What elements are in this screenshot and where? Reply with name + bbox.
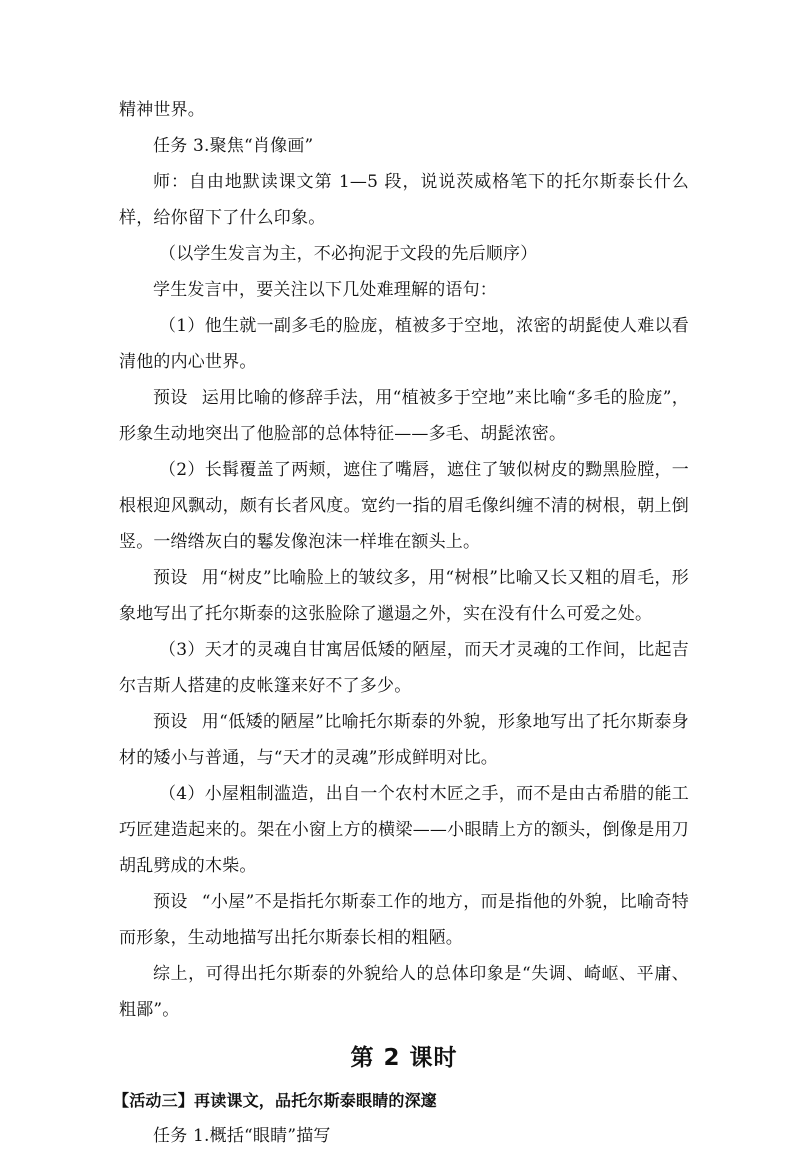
preset-label: 预设 <box>153 892 188 912</box>
preset-answer-3 <box>119 704 689 776</box>
preset-answer-4 <box>119 884 689 956</box>
preset-text: 用“低矮的陋屋”比喻托尔斯泰的外貌，形象地写出了托尔斯泰身材的矮小与普通，与“天才的灵魂”形成鲜明对比。 <box>119 712 689 768</box>
quote-3: （3）天才的灵魂自甘寓居低矮的陋屋，而天才灵魂的工作间，比起吉尔吉斯人搭建的皮帐篷来好不了多少。 <box>119 640 689 696</box>
summary-paragraph: 综上，可得出托尔斯泰的外貌给人的总体印象是“失调、崎岖、平庸、粗鄙”。 <box>119 964 689 1020</box>
activity-heading: 【活动三】再读课文，品托尔斯泰眼睛的深邃 <box>113 1091 438 1110</box>
preset-text: “小屋”不是指托尔斯泰工作的地方，而是指他的外貌，比喻奇特而形象，生动地描写出托尔斯泰长相的粗陋。 <box>119 892 689 948</box>
document-body <box>113 92 689 1154</box>
teaching-note: （以学生发言为主，不必拘泥于文段的先后顺序） <box>159 244 538 264</box>
preset-label: 预设 <box>153 712 188 732</box>
quote-4: （4）小屋粗制滥造，出自一个农村木匠之手，而不是由古希腊的能工巧匠建造起来的。架在小窗上方的横梁——小眼睛上方的额头，倒像是用刀胡乱劈成的木柴。 <box>119 784 689 876</box>
task-1-heading: 任务 1.概括“眼睛”描写 <box>153 1126 331 1146</box>
paragraph-continuation: 精神世界。 <box>119 100 205 120</box>
student-focus-intro: 学生发言中，要关注以下几处难理解的语句： <box>153 280 497 300</box>
preset-label: 预设 <box>153 568 188 588</box>
task-3-heading: 任务 3.聚焦“肖像画” <box>153 136 314 156</box>
teacher-prompt: 师：自由地默读课文第 1—5 段，说说茨威格笔下的托尔斯泰长什么样，给你留下了什么印象。 <box>119 172 689 228</box>
quote-2: （2）长髯覆盖了两颊，遮住了嘴唇，遮住了皱似树皮的黝黑脸膛，一根根迎风飘动，颇有长者风度。宽约一指的眉毛像纠缠不清的树根，朝上倒竖。一绺绺灰白的鬈发像泡沫一样堆在额头上。 <box>119 460 689 552</box>
preset-answer-1 <box>119 380 689 452</box>
quote-1: （1）他生就一副多毛的脸庞，植被多于空地，浓密的胡髭使人难以看清他的内心世界。 <box>119 316 689 372</box>
preset-text: 用“树皮”比喻脸上的皱纹多，用“树根”比喻又长又粗的眉毛，形象地写出了托尔斯泰的这张脸除了邋遢之外，实在没有什么可爱之处。 <box>119 568 689 624</box>
preset-text: 运用比喻的修辞手法，用“植被多于空地”来比喻“多毛的脸庞”，形象生动地突出了他脸部的总体特征——多毛、胡髭浓密。 <box>119 388 689 444</box>
preset-answer-2 <box>119 560 689 632</box>
lesson-title: 第 2 课时 <box>350 1045 458 1071</box>
preset-label: 预设 <box>153 388 188 408</box>
